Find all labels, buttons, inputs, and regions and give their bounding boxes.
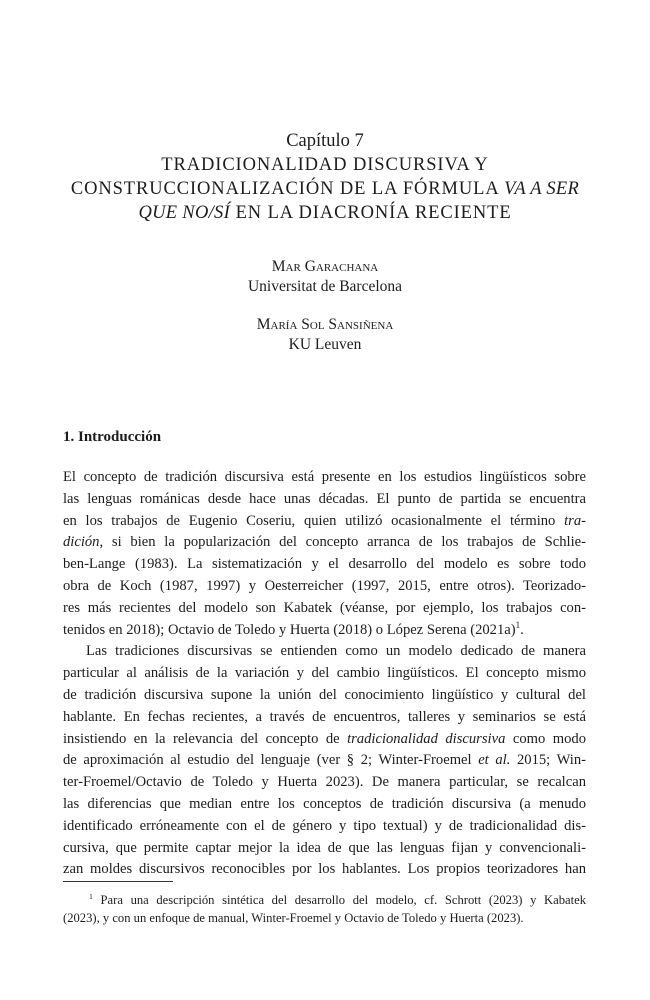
text-line: ter-Froemel/Octavio de Toledo y Huerta 2023). De manera particular, se recalcan <box>63 774 586 791</box>
text-fragment: Para una descripción sintética del desarrollo del modelo, cf. Schrott (2023) y Kabatek <box>100 893 586 907</box>
text-line <box>63 620 586 642</box>
text-line: hablante. En fechas recientes, a través de encuentros, talleres y seminarios se está <box>63 708 586 725</box>
author-block <box>100 256 550 297</box>
text-fragment: 2015; Win- <box>516 752 586 769</box>
text-line: las lenguas románicas desde hace unas décadas. El punto de partida se encuentra <box>63 490 586 507</box>
text-fragment: de aproximación al estudio del lenguaje (ver § 2; Winter-Froemel <box>63 752 472 769</box>
author-name: María Sol Sansiñena <box>256 316 394 333</box>
footnote-marker: 1 <box>89 891 93 901</box>
footnote-line <box>63 891 586 909</box>
text-line: obra de Koch (1987, 1997) y Oesterreicher (1997, 2015, entre otros). Teorizado- <box>63 577 586 594</box>
author-affiliation: Universitat de Barcelona <box>247 278 403 295</box>
text-line: particular al análisis de la variación y del cambio lingüísticos. El concepto mismo <box>63 665 586 682</box>
chapter-title-line-2 <box>40 177 610 201</box>
text-line: res más recientes del modelo son Kabatek (véanse, por ejemplo, los trabajos con- <box>63 599 586 616</box>
text-line: El concepto de tradición discursiva está presente en los estudios lingüísticos sobre <box>63 469 586 485</box>
author-block <box>100 314 550 355</box>
chapter-title-italic: QUE NO/SÍ <box>138 203 231 223</box>
text-fragment: tenidos en 2018); Octavio de Toledo y Huerta (2018) o López Serena (2021a) <box>63 621 516 638</box>
section-heading: 1. Introducción <box>63 429 162 445</box>
text-line: Las tradiciones discursivas se entienden como un modelo dedicado de manera <box>86 643 586 660</box>
text-fragment: insistiendo en la relevancia del concepto de <box>63 730 340 747</box>
text-line: de tradición discursiva supone la unión del conocimiento lingüístico y cultural del <box>63 686 586 703</box>
footnote-line: (2023), y con un enfoque de manual, Winter-Froemel y Octavio de Toledo y Huerta (2023). <box>63 911 524 925</box>
chapter-title-italic: VA A SER <box>504 179 580 199</box>
text-line: las diferencias que median entre los conceptos de tradición discursiva (a menudo <box>63 795 586 812</box>
chapter-heading <box>40 129 610 225</box>
footnote <box>63 891 586 927</box>
chapter-title-text: EN LA DIACRONÍA RECIENTE <box>230 203 512 223</box>
text-line: cursiva, que permite captar mejor la idea de que las lenguas fijan y convencionali- <box>63 839 586 856</box>
text-line <box>63 750 586 772</box>
italic-term: et al. <box>478 752 511 769</box>
text-line: zan moldes discursivos reconocibles por los hablantes. Los propios teorizadores han <box>63 861 586 878</box>
author-affiliation: KU Leuven <box>288 336 362 353</box>
italic-term: dición <box>63 534 100 551</box>
text-line: identificado erróneamente con el de género y tipo textual) y de tradicionalidad dis- <box>63 817 586 834</box>
text-fragment: . <box>520 621 524 638</box>
author-name: Mar Garachana <box>271 258 379 275</box>
text-line <box>63 532 586 554</box>
footnote-ref[interactable]: 1 <box>515 619 521 630</box>
text-line <box>63 729 586 751</box>
italic-term: tra- <box>564 512 586 529</box>
text-fragment: como modo <box>512 730 586 747</box>
text-line <box>63 511 586 533</box>
chapter-title-line-1: TRADICIONALIDAD DISCURSIVA Y <box>161 155 489 175</box>
footnote-divider <box>63 881 173 882</box>
text-line: ben-Lange (1983). La sistematización y el desarrollo del modelo es sobre todo <box>63 556 586 573</box>
text-fragment: en los trabajos de Eugenio Coseriu, quien utilizó ocasionalmente el término <box>63 512 556 529</box>
chapter-title-line-3 <box>40 201 610 225</box>
body-text <box>63 467 586 881</box>
text-fragment: , si bien la popularización del concepto arranca de los trabajos de Schlie- <box>99 534 586 551</box>
chapter-number: Capítulo 7 <box>286 131 364 151</box>
italic-term: tradicionalidad discursiva <box>347 730 506 747</box>
chapter-title-text: CONSTRUCCIONALIZACIÓN DE LA FÓRMULA <box>70 179 505 199</box>
